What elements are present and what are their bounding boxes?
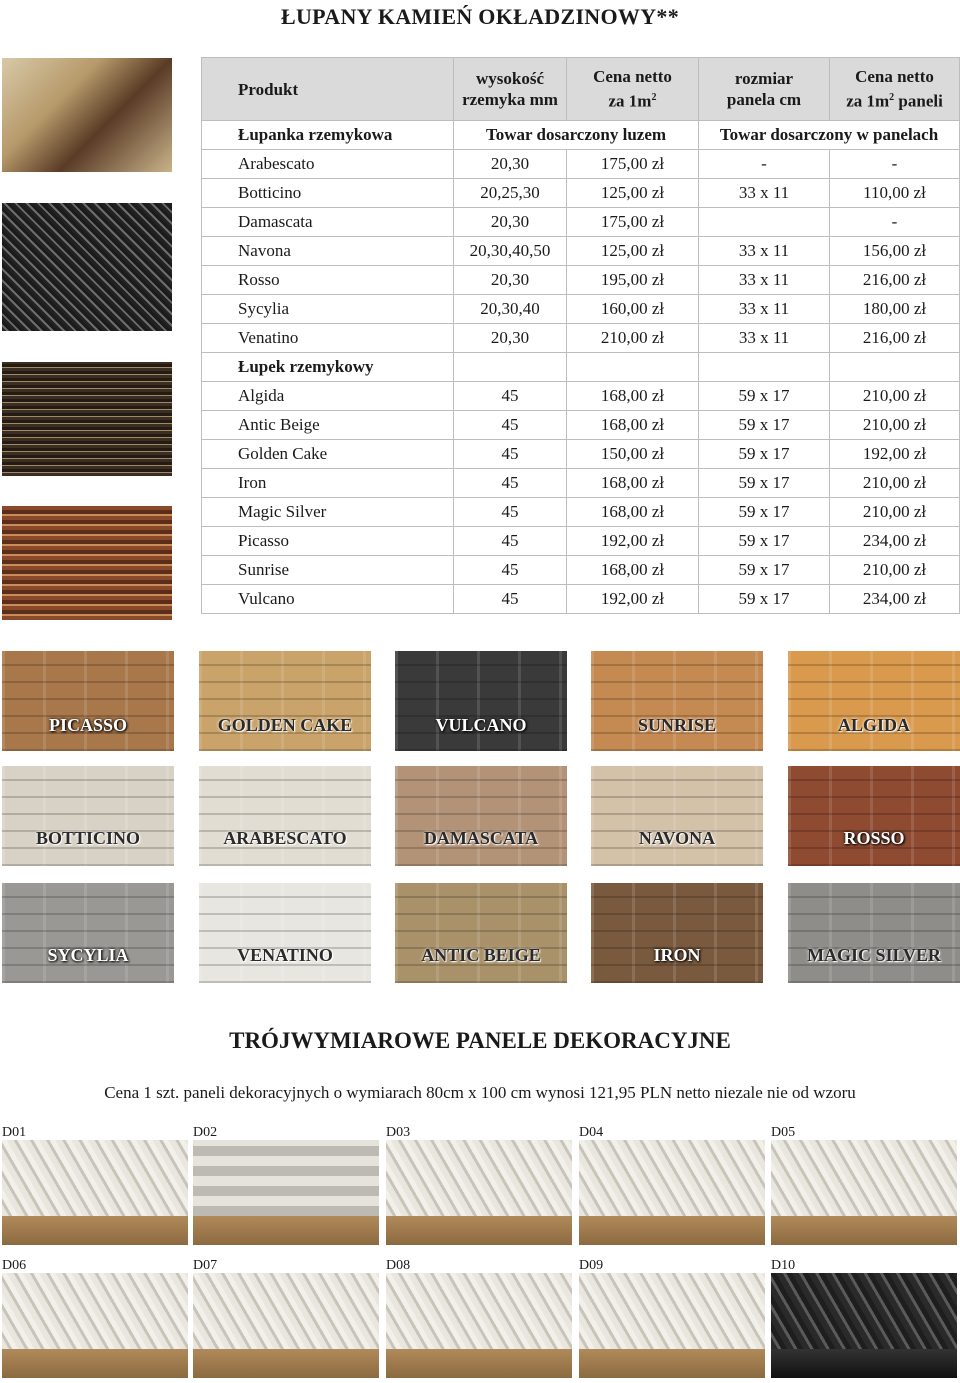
cell-name: Botticino [202,179,454,208]
table-header-row [202,58,960,121]
empty-cell [454,353,567,382]
cell-size: 33 x 11 [699,295,830,324]
stone-swatch-sycylia [2,883,174,983]
panel-code: D08 [386,1258,411,1273]
table-row [202,266,960,295]
empty-cell [567,353,699,382]
swatch-label: SYCYLIA [47,945,129,965]
cell-price: 168,00 zł [567,556,699,585]
table-row [202,208,960,237]
cell-panel-price: 234,00 zł [830,527,960,556]
empty-cell [830,353,960,382]
header-product: Produkt [202,58,454,121]
price-table [201,57,960,614]
stone-swatch-botticino [2,766,174,866]
cell-price: 150,00 zł [567,440,699,469]
table-row [202,150,960,179]
panel-code: D05 [771,1125,796,1140]
cell-panel-price: 192,00 zł [830,440,960,469]
section-row-lupek [202,353,960,382]
cell-price: 168,00 zł [567,469,699,498]
table-row [202,411,960,440]
section-panels-note: Towar dosarczony w panelach [699,121,960,150]
panel-floor [579,1349,765,1378]
table-row [202,498,960,527]
stone-swatch-antic-beige [395,883,567,983]
cell-size: 33 x 11 [699,179,830,208]
cell-name: Venatino [202,324,454,353]
cell-price: 168,00 zł [567,498,699,527]
panel-code: D09 [579,1258,604,1273]
cell-height: 20,25,30 [454,179,567,208]
cell-size: 59 x 17 [699,527,830,556]
page-title: ŁUPANY KAMIEŃ OKŁADZINOWY** [281,4,679,29]
cell-price: 168,00 zł [567,382,699,411]
panel-floor [2,1216,188,1245]
cell-name: Sunrise [202,556,454,585]
cell-price: 160,00 zł [567,295,699,324]
swatch-label: MAGIC SILVER [807,945,941,965]
section-name: Łupek rzemykowy [202,353,454,382]
panel-wall [193,1273,379,1349]
cell-price: 210,00 zł [567,324,699,353]
stone-swatch-iron [591,883,763,983]
cell-size: 59 x 17 [699,556,830,585]
stone-swatch-vulcano [395,651,567,751]
panel-code: D06 [2,1258,27,1273]
panel-code: D02 [193,1125,218,1140]
panel-photo [2,1273,188,1378]
stone-swatch-algida [788,651,960,751]
stone-swatch-magic-silver [788,883,960,983]
cell-name: Picasso [202,527,454,556]
table-row [202,179,960,208]
cell-price: 192,00 zł [567,585,699,614]
dark-stone-photo [2,203,172,331]
cell-panel-price: 210,00 zł [830,556,960,585]
panel-floor [193,1349,379,1378]
cell-panel-price: 110,00 zł [830,179,960,208]
cell-size: 33 x 11 [699,237,830,266]
cell-name: Arabescato [202,150,454,179]
cell-price: 175,00 zł [567,150,699,179]
cell-size: 33 x 11 [699,324,830,353]
cell-name: Vulcano [202,585,454,614]
swatch-label: VULCANO [435,715,527,735]
cell-height: 20,30 [454,266,567,295]
swatch-label: BOTTICINO [35,828,141,848]
cell-price: 125,00 zł [567,237,699,266]
header-panel-size: rozmiar panela cm [699,58,830,121]
table-row [202,440,960,469]
cell-panel-price: - [830,208,960,237]
panel-code: D04 [579,1125,604,1140]
cell-price: 125,00 zł [567,179,699,208]
cell-size: 59 x 17 [699,469,830,498]
panel-photo [193,1140,379,1245]
cell-name: Navona [202,237,454,266]
price-note: Cena 1 szt. paneli dekoracyjnych o wymiarach 80cm x 100 cm wynosi 121,95 PLN netto niezale nie od wzoru [104,1083,856,1102]
table-row [202,585,960,614]
panel-photo [579,1140,765,1245]
section-loose-note: Towar dosarczony luzem [454,121,699,150]
section-name: Łupanka rzemykowa [202,121,454,150]
swatch-label: PICASSO [48,715,128,735]
cell-height: 20,30,40 [454,295,567,324]
panel-photo [2,1140,188,1245]
cell-panel-price: 210,00 zł [830,469,960,498]
panel-floor [771,1216,957,1245]
panel-floor [386,1349,572,1378]
cell-price: 175,00 zł [567,208,699,237]
header-panel-price: Cena netto za $1m^2$ paneli [830,58,960,121]
cell-panel-price: 216,00 zł [830,324,960,353]
slate-stone-photo [2,362,172,476]
panel-photo [579,1273,765,1378]
cell-price: 195,00 zł [567,266,699,295]
cell-height: 45 [454,469,567,498]
panel-wall [771,1273,957,1349]
swatch-label: NAVONA [638,828,716,848]
stone-swatch-sunrise [591,651,763,751]
cell-panel-price: - [830,150,960,179]
panel-photo [771,1273,957,1378]
cell-price: 168,00 zł [567,411,699,440]
cell-height: 45 [454,585,567,614]
panel-wall [771,1140,957,1216]
cell-panel-price: 216,00 zł [830,266,960,295]
interior-fireplace-photo [2,58,172,172]
cell-price: 192,00 zł [567,527,699,556]
stone-swatch-rosso [788,766,960,866]
table-row [202,295,960,324]
cell-height: 45 [454,382,567,411]
cell-name: Golden Cake [202,440,454,469]
cell-height: 20,30 [454,324,567,353]
cell-name: Antic Beige [202,411,454,440]
table-row [202,324,960,353]
table-row [202,556,960,585]
stone-swatch-picasso [2,651,174,751]
panel-wall [2,1273,188,1349]
cell-height: 45 [454,411,567,440]
cell-height: 45 [454,440,567,469]
panel-wall [2,1140,188,1216]
panel-photo [386,1140,572,1245]
panel-wall [579,1140,765,1216]
panel-photo [193,1273,379,1378]
cell-height: 45 [454,498,567,527]
stone-swatch-navona [591,766,763,866]
cell-panel-price: 180,00 zł [830,295,960,324]
cell-size: 59 x 17 [699,411,830,440]
swatch-label: SUNRISE [637,715,717,735]
cell-name: Magic Silver [202,498,454,527]
cell-size: 59 x 17 [699,498,830,527]
panel-wall [193,1140,379,1216]
stone-swatch-golden-cake [199,651,371,751]
panel-photo [771,1140,957,1245]
cell-size: 59 x 17 [699,440,830,469]
cell-height: 20,30 [454,150,567,179]
cell-panel-price: 156,00 zł [830,237,960,266]
empty-cell [699,353,830,382]
header-price: Cena netto za $1m^2$ [567,58,699,121]
panel-wall [386,1140,572,1216]
panel-floor [193,1216,379,1245]
stone-swatch-arabescato [199,766,371,866]
cell-panel-price: 210,00 zł [830,411,960,440]
header-height: wysokość rzemyka mm [454,58,567,121]
table-row [202,237,960,266]
panel-photo [386,1273,572,1378]
cell-size: - [699,150,830,179]
cell-height: 20,30 [454,208,567,237]
cell-height: 20,30,40,50 [454,237,567,266]
panel-wall [386,1273,572,1349]
swatch-label: ARABESCATO [223,828,347,848]
panel-wall [579,1273,765,1349]
panel-floor [579,1216,765,1245]
swatch-label: ROSSO [843,828,905,848]
cell-name: Damascata [202,208,454,237]
cell-size: 59 x 17 [699,585,830,614]
swatch-label: IRON [653,945,701,965]
cell-height: 45 [454,527,567,556]
panel-code: D10 [771,1258,796,1273]
swatch-label: ANTIC BEIGE [421,945,541,965]
swatch-label: VENATINO [237,945,333,965]
cell-size: 59 x 17 [699,382,830,411]
panel-code: D07 [193,1258,218,1273]
table-row [202,527,960,556]
panel-floor [771,1349,957,1378]
cell-panel-price: 210,00 zł [830,382,960,411]
cell-height: 45 [454,556,567,585]
cell-size: 33 x 11 [699,266,830,295]
table-row [202,382,960,411]
panel-floor [2,1349,188,1378]
cell-name: Algida [202,382,454,411]
panel-code: D01 [2,1125,27,1140]
table-row [202,469,960,498]
cell-size [699,208,830,237]
cell-panel-price: 210,00 zł [830,498,960,527]
stone-swatch-venatino [199,883,371,983]
section-row-lupanka [202,121,960,150]
swatch-label: GOLDEN CAKE [217,715,353,735]
cell-name: Rosso [202,266,454,295]
panel-code: D03 [386,1125,411,1140]
swatch-label: DAMASCATA [423,828,539,848]
section-title-3d-panels: TRÓJWYMIAROWE PANELE DEKORACYJNE [229,1028,731,1053]
cell-name: Sycylia [202,295,454,324]
cell-panel-price: 234,00 zł [830,585,960,614]
swatch-label: ALGIDA [837,715,910,735]
rust-stone-photo [2,506,172,620]
cell-name: Iron [202,469,454,498]
stone-swatch-damascata [395,766,567,866]
panel-floor [386,1216,572,1245]
